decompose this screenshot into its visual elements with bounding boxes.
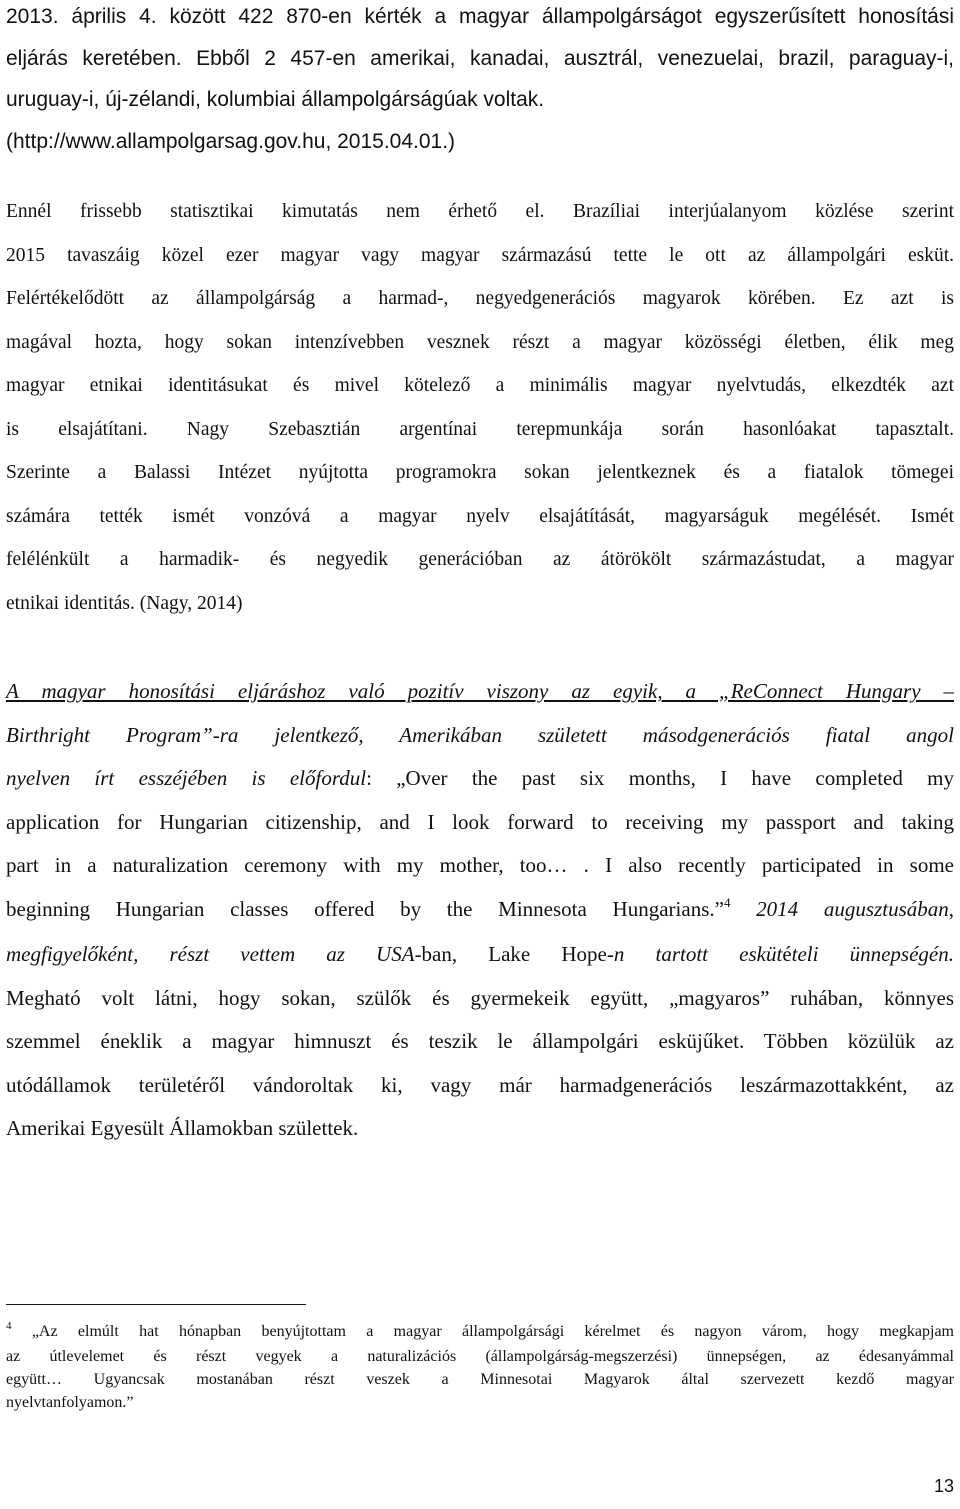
footnote: [6, 1320, 954, 1414]
text-line: Amerikai Egyesült Államokban születtek.: [6, 1116, 359, 1140]
footnote-line: nyelvtanfolyamon.”: [6, 1394, 134, 1411]
quoted-phrase: : „Over the past six months, I have completed my: [366, 766, 954, 790]
italic-phrase: -n tartott esküt: [606, 942, 783, 966]
footnote-reference[interactable]: 4: [723, 894, 731, 910]
text-line: utódállamok területéről vándoroltak ki, vagy már harmadgenerációs leszármazottakként, az: [6, 1072, 954, 1097]
footnote-line: az útlevelemet és részt vegyek a naturalizációs (állampolgárság-megszerzési) ünnepségen, az édesanyámmal: [6, 1348, 954, 1365]
page-number: 13: [933, 1476, 954, 1496]
paragraph-brazil-argentina: [6, 190, 954, 625]
text-line: Megható volt látni, hogy sokan, szülők és gyermekeik együtt, „magyaros” ruhában, könnyes: [6, 985, 954, 1010]
text-line: Felértékelődött az állampolgárság a harmad-, negyedgenerációs magyarok körében. Ez azt is: [6, 288, 954, 309]
text-line: magyar etnikai identitásukat és mivel kötelező a minimális magyar nyelvtudás, elkezdték azt: [6, 375, 954, 396]
italic-phrase: megfigyelőként, részt vettem az USA: [6, 942, 415, 966]
text-line: szemmel éneklik a magyar himnuszt és teszik le állampolgári esküjűket. Többen közülük az: [6, 1029, 954, 1053]
text-line: 2013. április 4. között 422 870-en kérték a magyar állampolgárságot egyszerűsített honosítási: [6, 5, 954, 28]
text-line: part in a naturalization ceremony with my mother, too… . I also recently participated in some: [6, 853, 954, 877]
footnote-line: együtt… Ugyancsak mostanában részt veszek a Minnesotai Magyarok által szervezett kezdő magyar: [6, 1371, 954, 1388]
footnote-separator: [6, 1304, 306, 1305]
text-line: [6, 757, 954, 801]
text-line: magával hozta, hogy sokan intenzívebben vesznek részt a magyar közösségi életben, élik meg: [6, 331, 954, 353]
text-line: [6, 933, 954, 977]
italic-phrase: 2014 augusztusában,: [756, 896, 954, 921]
quoted-phrase: beginning Hungarian classes offered by the Minnesota Hungarians.”: [6, 896, 724, 921]
text-line: A magyar honosítási eljáráshoz való pozitív viszony az egyik, a „ReConnect Hungary –: [6, 679, 954, 703]
paragraph-citizenship-statistics: [6, 0, 954, 162]
paragraph-reconnect-hungary: [6, 670, 954, 1151]
italic-phrase: nyelven írt esszéjében is előfordul: [6, 766, 367, 790]
source-citation: (http://www.allampolgarsag.gov.hu, 2015.04.01.): [6, 129, 456, 153]
text-line: is elsajátítani. Nagy Szebasztián argentínai terepmunkája során hasonlóakat tapasztalt.: [6, 418, 954, 440]
text-line: Birthright Program”-ra jelentkező, Amerikában született másodgenerációs fiatal angol: [6, 722, 954, 747]
footnote-line: [6, 1320, 954, 1345]
footnote-text: „Az elmúlt hat hónapban benyújtottam a magyar állampolgársági kérelmet és nagyon várom, hogy megkapjam: [31, 1323, 955, 1340]
text-line: felélénkült a harmadik- és negyedik generációban az átörökölt származástudat, a magyar: [6, 549, 954, 570]
text-line: uruguay-i, új-zélandi, kolumbiai állampolgárságúak voltak.: [6, 88, 545, 111]
text-line: application for Hungarian citizenship, and I look forward to receiving my passport and taking: [6, 809, 954, 834]
text-fragment: é: [782, 942, 792, 966]
text-line: Ennél frissebb statisztikai kimutatás nem érhető el. Brazíliai interjúalanyom közlése szerint: [6, 201, 954, 222]
footnote-marker: 4: [6, 1320, 12, 1332]
italic-phrase: teli ünnepségén.: [791, 942, 954, 966]
text-line: eljárás keretében. Ebből 2 457-en amerikai, kanadai, ausztrál, venezuelai, brazil, paraguay-i,: [6, 46, 954, 70]
text-line: [6, 888, 954, 934]
text-line: etnikai identitás. (Nagy, 2014): [6, 592, 243, 614]
place-phrase: -ban, Lake Hope: [414, 942, 607, 966]
text-line: Szerinte a Balassi Intézet nyújtotta programokra sokan jelentkeznek és a fiatalok tömegei: [6, 462, 954, 483]
text-line: 2015 tavaszáig közel ezer magyar vagy magyar származású tette le ott az állampolgári esküt.: [6, 244, 954, 266]
text-line: számára tették ismét vonzóvá a magyar nyelv elsajátítását, magyarságuk megélését. Ismét: [6, 505, 954, 527]
